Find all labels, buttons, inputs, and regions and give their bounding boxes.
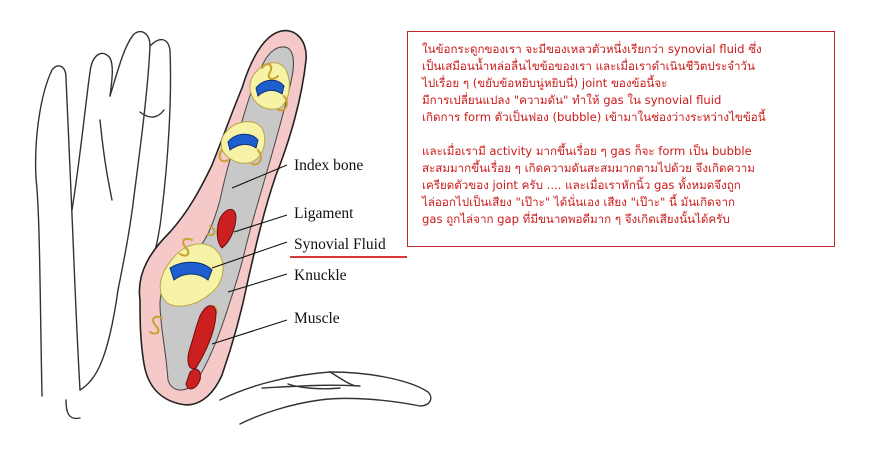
- label-index-bone: Index bone: [294, 157, 364, 174]
- description-line: gas ถูกไล่จาก gap ที่มีขนาดพอดีมาก ๆ จึงเกิดเสียงนั้นได้ครับ: [422, 212, 730, 226]
- description-line: เครียดตัวของ joint ครับ .... และเมื่อเราหักนิ้ว gas ทั้งหมดจึงถูก: [422, 178, 741, 192]
- description-line: ในข้อกระดูกของเรา จะมีของเหลวตัวหนึ่งเรียกว่า synovial fluid ซึ่ง: [422, 42, 762, 56]
- label-synovial-fluid: Synovial Fluid: [294, 236, 386, 253]
- description-line: ไปเรื่อย ๆ (ขยับข้อหยิบนู่หยิบนี่) joint ของข้อนี้จะ: [422, 76, 668, 90]
- description-line: มีการเปลี่ยนแปลง "ความดัน" ทำให้ gas ใน synovial fluid: [422, 93, 722, 107]
- description-line: เป็นเสมือนน้ำหล่อลื่นไขข้อของเรา และเมื่อเราดำเนินชีวิตประจำวัน: [422, 59, 755, 73]
- paragraph-gap: [422, 126, 824, 143]
- label-ligament: Ligament: [294, 205, 354, 222]
- label-knuckle: Knuckle: [294, 267, 347, 284]
- description-line: สะสมมากขึ้นเรื่อย ๆ เกิดความดันสะสมมากตามไปด้วย จึงเกิดความ: [422, 161, 755, 175]
- description-line: เกิดการ form ตัวเป็นฟอง (bubble) เข้ามาในช่องว่างระหว่างไขข้อนี้: [422, 110, 766, 124]
- description-box: [407, 31, 835, 247]
- label-muscle: Muscle: [294, 310, 340, 327]
- description-line: ไล่ออกไปเป็นเสียง "เป๊าะ" ได้นั่นเอง เสียง "เป๊าะ" นี้ มันเกิดจาก: [422, 195, 735, 209]
- description-line: และเมื่อเรามี activity มากขึ้นเรื่อย ๆ gas ก็จะ form เป็น bubble: [422, 144, 752, 158]
